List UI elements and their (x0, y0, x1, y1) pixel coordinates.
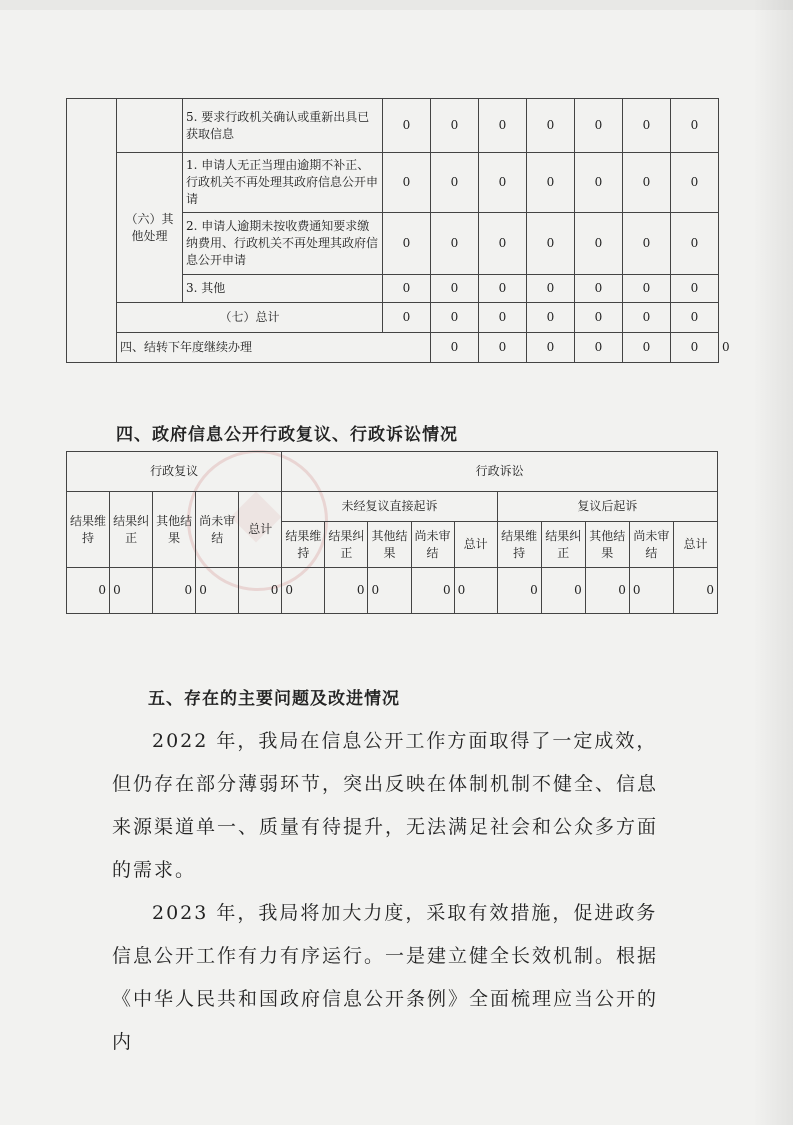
value-cell: 0 (527, 275, 575, 303)
value-cell: 0 (671, 303, 719, 333)
value-cell: 0 (431, 153, 479, 213)
col-header: 其他结果 (153, 492, 196, 568)
col-header: 结果维持 (67, 492, 110, 568)
table-row (67, 452, 718, 492)
carryover-label: 四、结转下年度继续办理 (117, 333, 431, 363)
scan-top-edge (0, 0, 793, 10)
value-cell: 0 (671, 275, 719, 303)
value-cell: 0 (325, 568, 368, 614)
value-cell: 0 (196, 568, 239, 614)
table-row (67, 99, 719, 153)
total-label: （七）总计 (117, 303, 383, 333)
value-cell: 0 (383, 99, 431, 153)
review-litigation-table (66, 451, 718, 614)
value-cell: 0 (239, 568, 282, 614)
header-admin-review: 行政复议 (67, 452, 282, 492)
value-cell: 0 (671, 153, 719, 213)
value-cell: 0 (527, 213, 575, 275)
value-cell: 0 (383, 303, 431, 333)
value-cell: 0 (153, 568, 196, 614)
value-cell: 0 (454, 568, 497, 614)
col-header: 总计 (454, 522, 497, 568)
value-cell: 0 (431, 333, 479, 363)
row-label: 5. 要求行政机关确认或重新出具已获取信息 (183, 99, 383, 153)
header-after-review-suit: 复议后起诉 (497, 492, 717, 522)
value-cell: 0 (527, 333, 575, 363)
col-header: 结果维持 (282, 522, 325, 568)
row-label: 2. 申请人逾期未按收费通知要求缴纳费用、行政机关不再处理其政府信息公开申请 (183, 213, 383, 275)
blank-left-column (67, 99, 117, 363)
group-cell-empty (117, 99, 183, 153)
col-header: 尚未审结 (629, 522, 673, 568)
value-cell: 0 (585, 568, 629, 614)
col-header: 其他结果 (585, 522, 629, 568)
col-header: 总计 (673, 522, 717, 568)
value-cell: 0 (67, 568, 110, 614)
value-cell: 0 (623, 275, 671, 303)
table-row (67, 492, 718, 522)
value-cell: 0 (479, 99, 527, 153)
value-cell: 0 (541, 568, 585, 614)
value-cell: 0 (629, 568, 673, 614)
value-cell: 0 (383, 275, 431, 303)
value-cell: 0 (110, 568, 153, 614)
value-cell: 0 (431, 303, 479, 333)
group-label: （六）其他处理 (117, 153, 183, 303)
value-cell: 0 (479, 333, 527, 363)
value-cell: 0 (479, 275, 527, 303)
value-cell: 0 (479, 153, 527, 213)
table-row (67, 568, 718, 614)
value-cell: 0 (527, 153, 575, 213)
carryover-row: 四、结转下年度继续办理 0 0 0 0 0 0 0 (67, 333, 719, 363)
value-cell: 0 (479, 213, 527, 275)
value-cell: 0 (575, 275, 623, 303)
col-header: 尚未审结 (196, 492, 239, 568)
col-header: 尚未审结 (411, 522, 454, 568)
total-row (67, 303, 719, 333)
value-cell: 0 (575, 153, 623, 213)
value-cell: 0 (671, 333, 719, 363)
body-paragraph: 2022 年，我局在信息公开工作方面取得了一定成效，但仍存在部分薄弱环节，突出反映在体制机制不健全、信息来源渠道单一、质量有待提升，无法满足社会和公众多方面的需求。 (112, 730, 659, 881)
value-cell: 0 (623, 213, 671, 275)
scan-right-shadow (753, 0, 793, 1125)
col-header: 结果纠正 (325, 522, 368, 568)
value-cell: 0 (575, 333, 623, 363)
value-cell: 0 (479, 303, 527, 333)
value-cell: 0 (431, 213, 479, 275)
value-cell: 0 (411, 568, 454, 614)
value-cell: 0 (527, 303, 575, 333)
value-cell: 0 (671, 213, 719, 275)
value-cell: 0 (383, 213, 431, 275)
application-handling-table (66, 98, 730, 363)
col-header: 其他结果 (368, 522, 411, 568)
value-cell: 0 (671, 99, 719, 153)
col-header: 结果维持 (497, 522, 541, 568)
section-heading-problems-improvements: 五、存在的主要问题及改进情况 (148, 689, 400, 709)
value-cell: 0 (368, 568, 411, 614)
row-label: 3. 其他 (183, 275, 383, 303)
col-header: 结果纠正 (541, 522, 585, 568)
value-cell: 0 (431, 275, 479, 303)
value-cell: 0 (623, 99, 671, 153)
value-cell: 0 (497, 568, 541, 614)
value-cell: 0 (527, 99, 575, 153)
value-cell: 0 (623, 153, 671, 213)
header-admin-litigation: 行政诉讼 (282, 452, 718, 492)
section-heading-review-litigation: 四、政府信息公开行政复议、行政诉讼情况 (116, 425, 458, 445)
header-direct-suit: 未经复议直接起诉 (282, 492, 497, 522)
value-cell: 0 (383, 153, 431, 213)
table-row (67, 153, 719, 213)
col-header: 结果纠正 (110, 492, 153, 568)
value-cell: 0 (575, 303, 623, 333)
value-cell: 0 (575, 213, 623, 275)
value-cell: 0 (431, 99, 479, 153)
value-cell: 0 (623, 333, 671, 363)
row-label: 1. 申请人无正当理由逾期不补正、行政机关不再处理其政府信息公开申请 (183, 153, 383, 213)
value-cell: 0 (282, 568, 325, 614)
col-header: 总计 (239, 492, 282, 568)
body-paragraph: 2023 年，我局将加大力度，采取有效措施，促进政务信息公开工作有力有序运行。一是建立健全长效机制。根据《中华人民共和国政府信息公开条例》全面梳理应当公开的内 (112, 902, 659, 1053)
value-cell: 0 (623, 303, 671, 333)
value-cell: 0 (575, 99, 623, 153)
value-cell: 0 (673, 568, 717, 614)
